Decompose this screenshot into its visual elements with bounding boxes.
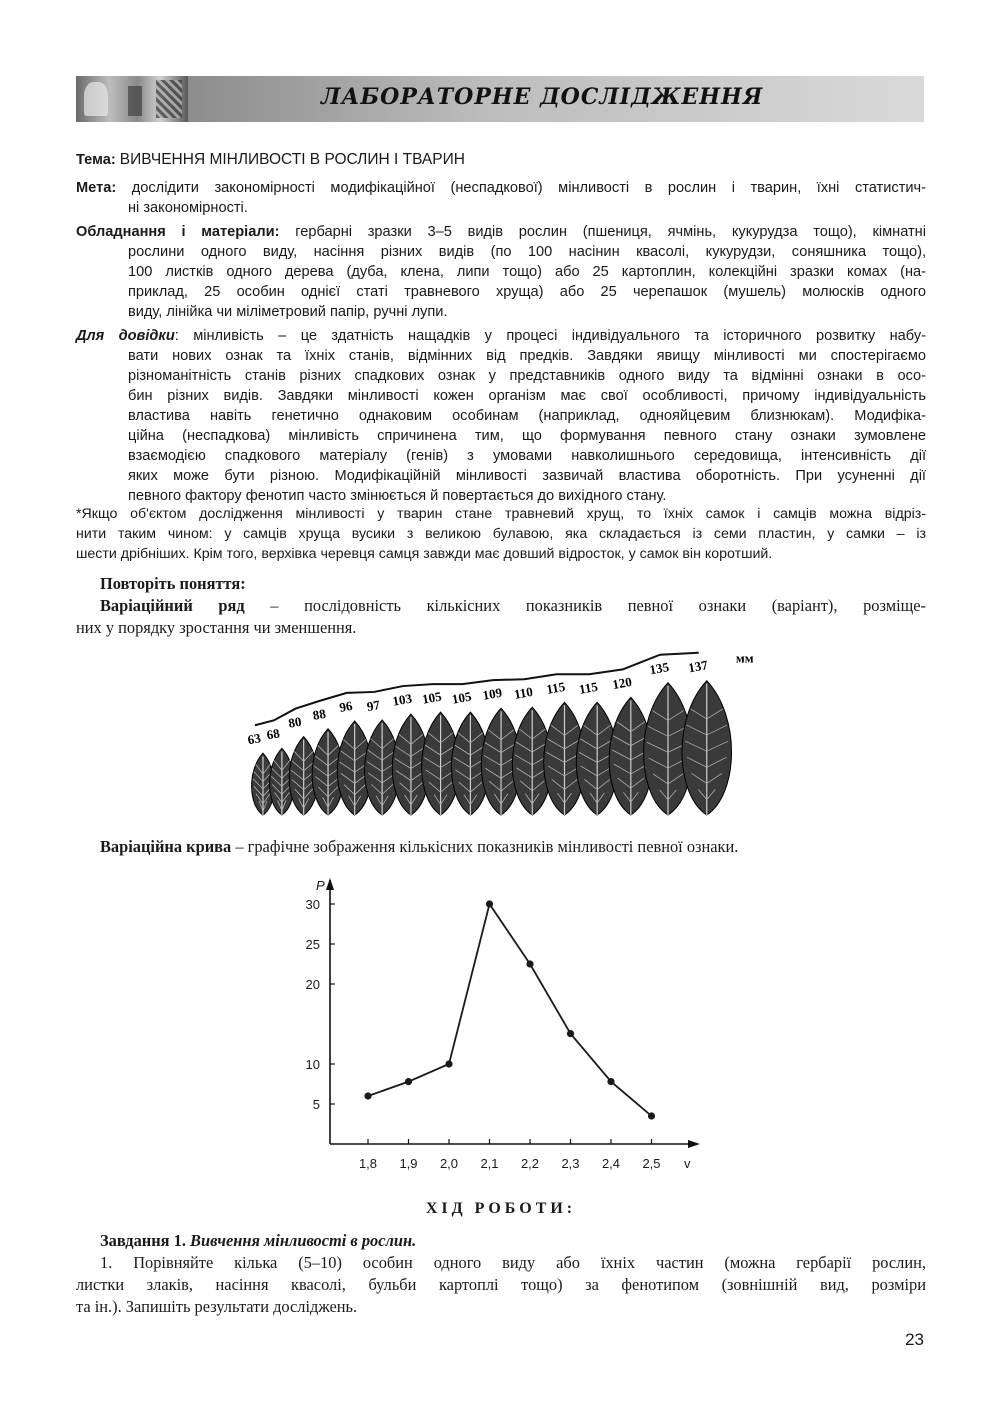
leaf-length-label: 105 [420,688,443,707]
data-point [648,1112,655,1119]
footnote-line: *Якщо об'єктом дослідження мінливості у тварин стане травневий хрущ, то їхніх самок і самців можна відріз- [76,506,926,522]
x-tick-label: 2,0 [439,1156,459,1171]
leaf-length-label: 135 [648,659,671,678]
equipment-label: Обладнання і матеріали: [76,224,280,240]
definition-line: – графічне зображення кількісних показників мінливості певної ознаки. [231,837,739,856]
concepts-heading: Повторіть поняття: [100,574,246,593]
page-number: 23 [905,1330,924,1349]
footnote-line: нити таким чином: у самців хруща вусики з великою булавою, яка складається із семи пластин, у самки – із [76,526,926,542]
leaf-length-label: 110 [512,683,534,702]
x-tick-label: 1,8 [358,1156,378,1171]
y-tick-label: 20 [305,977,320,992]
topic-label: Тема: [76,152,116,168]
photo-fragment [156,80,182,118]
leaf [682,681,732,815]
photo-fragment [84,82,108,116]
definition-line: – послідовність кількісних показників певної ознаки (варіант), розміще- [244,596,926,615]
leaf-length-label: 105 [450,688,473,707]
reference-line: різноманітність станів різних спадкових ознак у представників одного виду та відмінні ознаки в осо- [128,368,926,384]
x-tick-label: 2,5 [642,1156,661,1171]
goal-block [76,178,926,218]
reference-line: взаємодією спадкового матеріалу (генів) з умовами навколишнього середовища, інтенсивність дії [128,448,926,464]
reference-line: : мінливість – це здатність нащадків у процесі індивідуального та історичного розвитку набу- [174,328,926,344]
progress-block [76,1198,926,1220]
y-tick-label: 5 [312,1097,320,1112]
data-point [607,1078,614,1085]
reference-block [76,326,926,506]
reference-line: певного фактору фенотип часто змінюється й повертається до вихідного стану. [128,488,667,504]
y-tick-label: 25 [305,937,320,952]
task-item-line: 1. Порівняйте кілька (5–10) особин одного виду або їхніх частин (можна гербарії рослин, [100,1253,926,1272]
x-axis-arrow [688,1140,700,1148]
leaf-length-label: 88 [311,705,327,723]
leaf-length-label: 80 [287,713,303,731]
equipment-line: гербарні зразки 3–5 видів рослин (пшениця, ячмінь, кукурудза тощо), кімнатні [295,224,926,240]
y-axis-label: P [316,878,325,893]
topic-text: ВИВЧЕННЯ МІНЛИВОСТІ В РОСЛИН І ТВАРИН [119,151,465,168]
reference-label: Для довідки [76,328,175,344]
x-tick-label: 1,9 [399,1156,418,1171]
y-tick-label: 30 [305,897,320,912]
header-title: ЛАБОРАТОРНЕ ДОСЛІДЖЕННЯ [321,84,764,110]
leaf-length-label: 115 [577,678,599,697]
reference-line: властива навіть генетично однаковим особинам (наприклад, однояйцевим близнюкам). Модифіка- [128,408,926,424]
equipment-line: рослини одного виду, насіння різних видів (по 100 насінин квасолі, кукурудзи, соняшника тощо), [128,244,926,260]
reference-line: яких може бути різною. Модифікаційній мінливості зазвичай властива оборотність. При усуненні дії [128,468,926,484]
term-variation-series: Варіаційний ряд [100,596,245,615]
leaf-length-label: 120 [611,673,633,693]
x-tick-label: 2,2 [520,1156,540,1171]
footnote-block [76,504,926,564]
leaf-length-label: 97 [365,696,382,715]
x-tick-label: 2,1 [480,1156,499,1171]
data-point [486,900,493,907]
task-item-line: та ін.). Запишіть результати досліджень. [76,1297,358,1316]
reference-line: вати нових ознак та їхніх станів, відмінних від предків. Завдяки явищу мінливості ми спостерігаємо [128,348,926,364]
y-tick-label: 10 [305,1057,320,1072]
page-header [76,76,924,122]
definition-line: них у порядку зростання чи зменшення. [76,618,357,637]
footnote-line: шести дрібніших. Крім того, верхівка черевця самця завжди має довший відросток, у самок він коротший. [76,546,773,562]
task-item-line: листки злаків, насіння квасолі, бульби картоплі тощо) за фенотипом (зовнішній вид, розміри [76,1275,926,1294]
task-title: Вивчення мінливості в рослин. [190,1231,417,1250]
equipment-line: виду, лінійка чи міліметровий папір, ручні лупи. [128,304,448,320]
concepts-block [76,573,926,639]
topic-line [76,150,926,170]
leaf-length-label: 103 [391,690,414,709]
data-point [364,1092,371,1099]
goal-line: ні закономірності. [128,200,248,216]
x-axis-label: v [684,1156,691,1171]
leaf-length-label: 109 [481,684,504,703]
goal-line: дослідити закономірності модифікаційної (неспадкової) мінливості в рослин і тварин, їхні статистич- [131,180,926,196]
leaf-length-label: 137 [687,657,709,676]
photo-fragment [128,86,142,116]
data-point [405,1078,412,1085]
leaf-length-label: 63 [246,730,262,748]
reference-line: ційна (неспадкова) мінливість спричинена тим, що формування певного стану ознаки зумовлене [128,428,926,444]
leaves-illustration [230,645,790,830]
task-label: Завдання 1. [100,1231,186,1250]
curve-definition [76,836,926,858]
data-point [445,1060,452,1067]
reference-line: бин різних видів. Завдяки мінливості кожен організм має свої особливості, причому індивідуальність [128,388,926,404]
data-point [526,960,533,967]
data-point [567,1030,574,1037]
progress-heading: ХІД РОБОТИ: [425,1200,577,1217]
equipment-line: приклад, 25 особин однієї статі травневого хруща) або 25 черепашок (мушель) молюсків одного [128,284,926,300]
variation-curve-chart [290,868,720,1178]
task-block [76,1230,926,1318]
equipment-line: 100 листків одного дерева (дуба, клена, липи тощо) або 25 картоплин, колекційні зразки комах (на- [128,264,926,280]
term-variation-curve: Варіаційна крива [100,837,232,856]
goal-label: Мета: [76,180,117,196]
header-photo-collage [76,76,188,122]
leaf-unit-label: мм [735,650,754,666]
leaf-length-label: 68 [265,725,281,743]
equipment-block [76,222,926,322]
leaf-length-label: 115 [545,678,567,697]
x-tick-label: 2,3 [561,1156,580,1171]
x-tick-label: 2,4 [601,1156,621,1171]
leaf-length-label: 96 [338,697,354,716]
y-axis-arrow [326,878,334,890]
